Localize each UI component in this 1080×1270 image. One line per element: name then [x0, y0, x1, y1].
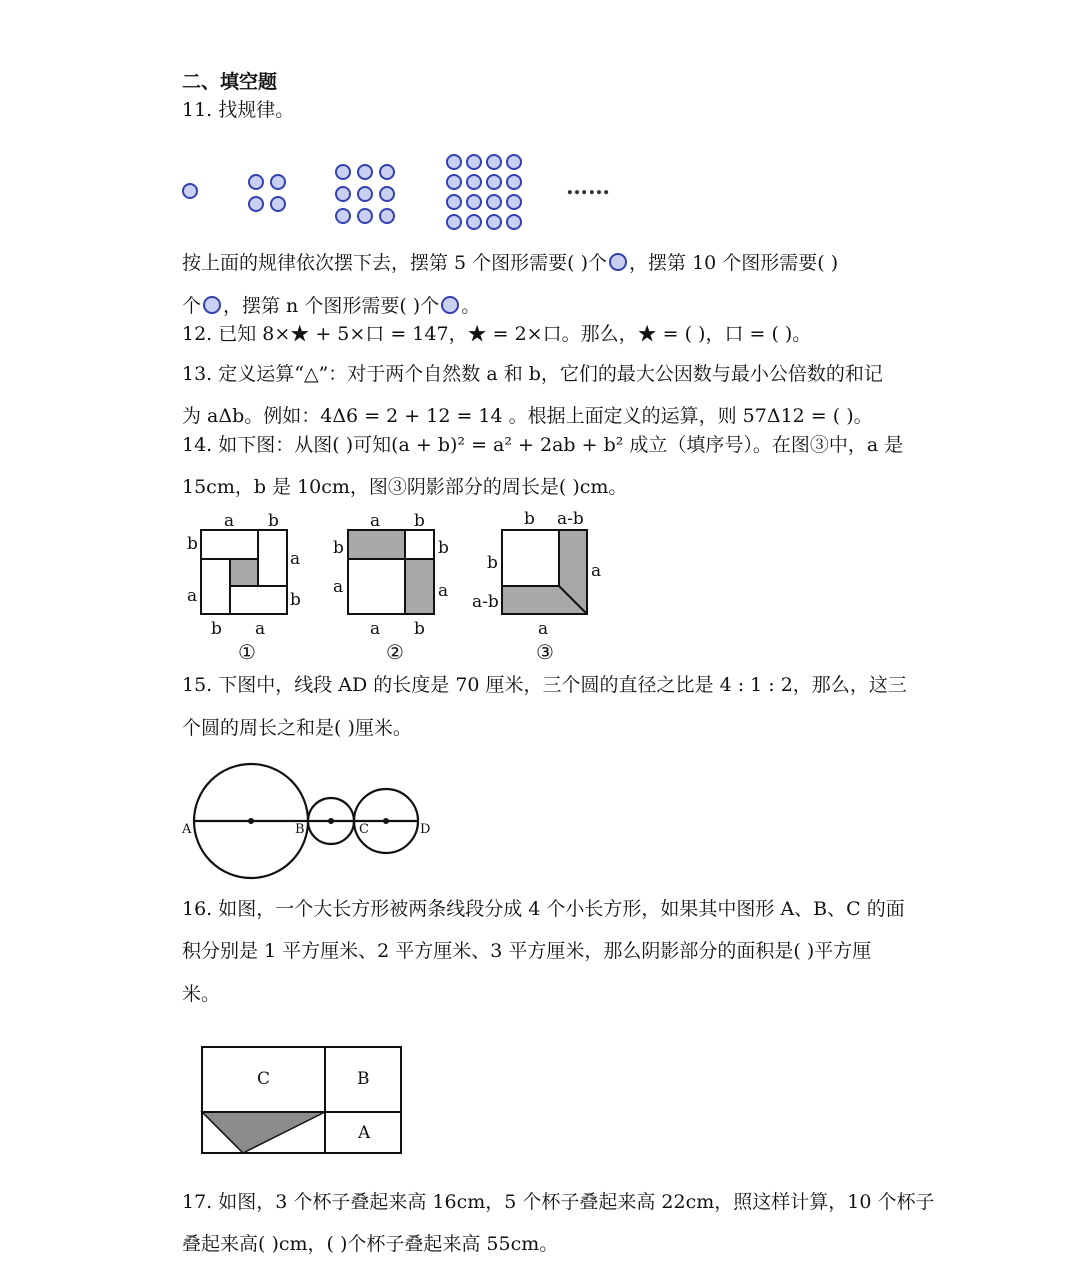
fig2-right-a: a — [438, 581, 449, 601]
pattern-circle — [487, 155, 501, 169]
q11-pattern-figure — [0, 0, 1080, 260]
fig2-number: ② — [386, 640, 404, 664]
point-c-label: C — [359, 822, 369, 837]
fig1-top-b: b — [268, 511, 279, 531]
pattern-circle — [183, 184, 197, 198]
fig2-bottom-a: a — [370, 619, 381, 639]
fig1-left-a: a — [187, 586, 198, 606]
pattern-circle — [271, 175, 285, 189]
fig2-left-b: b — [333, 538, 344, 558]
fig3-right-a: a — [591, 561, 602, 581]
pattern-circle — [336, 187, 350, 201]
pattern-circle — [487, 175, 501, 189]
q14-figure-2 — [348, 530, 434, 614]
pattern-circle — [467, 215, 481, 229]
pattern-circle — [447, 175, 461, 189]
q14-line2: 15cm，b 是 10cm，图③阴影部分的周长是( )cm。 — [182, 476, 628, 498]
pattern-circle — [447, 155, 461, 169]
pattern-circle — [467, 195, 481, 209]
q17-line1: 17. 如图，3 个杯子叠起来高 16cm，5 个杯子叠起来高 22cm，照这样计算，10 个杯子 — [182, 1191, 935, 1213]
fig3-top-b: b — [524, 509, 535, 529]
pattern-circle — [249, 175, 263, 189]
q15-circles-figure — [0, 755, 460, 885]
fig1-right-b: b — [290, 590, 301, 610]
q14-line1: 14. 如下图：从图( )可知(a + b)² = a² + 2ab + b² 成立（填序号）。在图③中，a 是 — [182, 434, 904, 456]
fig2-top-a: a — [370, 511, 381, 531]
blue-circle-icon — [203, 296, 221, 314]
pattern-circle — [467, 155, 481, 169]
region-a-label: A — [358, 1123, 371, 1143]
fig3-top-amb: a-b — [557, 509, 584, 529]
q12-text: 12. 已知 8×★ + 5×口 = 147，★ = 2×口。那么，★ = ( )，口 = ( )。 — [182, 323, 812, 345]
section-title: 二、填空题 — [182, 71, 278, 93]
pattern-circle — [271, 197, 285, 211]
pattern-circle — [487, 195, 501, 209]
pattern-circle — [358, 187, 372, 201]
q16-line3: 米。 — [182, 983, 221, 1005]
q11-line1-a: 按上面的规律依次摆下去，摆第 5 个图形需要( )个 — [182, 252, 608, 274]
pattern-circle — [358, 165, 372, 179]
fig3-number: ③ — [536, 640, 554, 664]
q16-line1: 16. 如图，一个大长方形被两条线段分成 4 个小长方形，如果其中图形 A、B、C 的面 — [182, 898, 905, 920]
fig2-bottom-b: b — [414, 619, 425, 639]
q11-line2-a: 个 — [182, 295, 202, 317]
pattern-circle — [507, 215, 521, 229]
point-a-label: A — [182, 822, 192, 837]
pattern-circle — [380, 165, 394, 179]
q11-line1-b: ，摆第 10 个图形需要( ) — [629, 252, 839, 274]
fig2-left-a: a — [333, 577, 344, 597]
q15-line1: 15. 下图中，线段 AD 的长度是 70 厘米，三个圆的直径之比是 4 : 1 : 2，那么，这三 — [182, 674, 907, 696]
pattern-circle — [507, 155, 521, 169]
q11-line2-b: ，摆第 n 个图形需要( )个 — [223, 295, 440, 317]
point-d-label: D — [420, 822, 431, 837]
fig1-bottom-b: b — [211, 619, 222, 639]
q11-stem: 11. 找规律。 — [182, 99, 295, 121]
pattern-circle — [487, 215, 501, 229]
pattern-circle — [467, 175, 481, 189]
fig1-left-b: b — [187, 534, 198, 554]
ellipsis-text: …… — [566, 174, 610, 200]
fig2-right-b: b — [438, 538, 449, 558]
fig3-left-b: b — [487, 553, 498, 573]
pattern-circle — [358, 209, 372, 223]
q11-line2 — [182, 294, 480, 318]
fig1-bottom-a: a — [255, 619, 266, 639]
q13-line1: 13. 定义运算“△”：对于两个自然数 a 和 b，它们的最大公因数与最小公倍数的和记 — [182, 363, 883, 385]
q16-line2: 积分别是 1 平方厘米、2 平方厘米、3 平方厘米，那么阴影部分的面积是( )平方厘 — [182, 940, 872, 962]
fig1-right-a: a — [290, 549, 301, 569]
q15-line2: 个圆的周长之和是( )厘米。 — [182, 717, 412, 739]
blue-circle-icon — [609, 253, 627, 271]
pattern-circle — [336, 165, 350, 179]
pattern-circle — [507, 175, 521, 189]
q14-figure-3 — [502, 530, 587, 614]
region-b-label: B — [357, 1069, 370, 1089]
q13-line2: 为 aΔb。例如：4Δ6 = 2 + 12 = 14 。根据上面定义的运算，则 57Δ12 = ( )。 — [182, 405, 873, 427]
q14-figures — [0, 500, 700, 670]
pattern-circle — [336, 209, 350, 223]
fig3-left-amb: a-b — [472, 592, 499, 612]
circle-pattern — [183, 155, 521, 229]
fig3-bottom-a: a — [538, 619, 549, 639]
point-b-label: B — [295, 822, 305, 837]
fig1-top-a: a — [224, 511, 235, 531]
pattern-circle — [380, 209, 394, 223]
q16-rectangle-figure — [0, 1040, 420, 1160]
pattern-circle — [380, 187, 394, 201]
fig1-number: ① — [238, 640, 256, 664]
fig2-top-b: b — [414, 511, 425, 531]
q14-figure-1 — [201, 530, 287, 614]
q11-line1 — [182, 251, 838, 275]
pattern-circle — [507, 195, 521, 209]
pattern-circle — [249, 197, 263, 211]
q17-line2: 叠起来高( )cm，( )个杯子叠起来高 55cm。 — [182, 1233, 559, 1255]
pattern-circle — [447, 215, 461, 229]
q11-line2-c: 。 — [461, 295, 481, 317]
pattern-circle — [447, 195, 461, 209]
blue-circle-icon — [441, 296, 459, 314]
region-c-label: C — [257, 1069, 271, 1089]
